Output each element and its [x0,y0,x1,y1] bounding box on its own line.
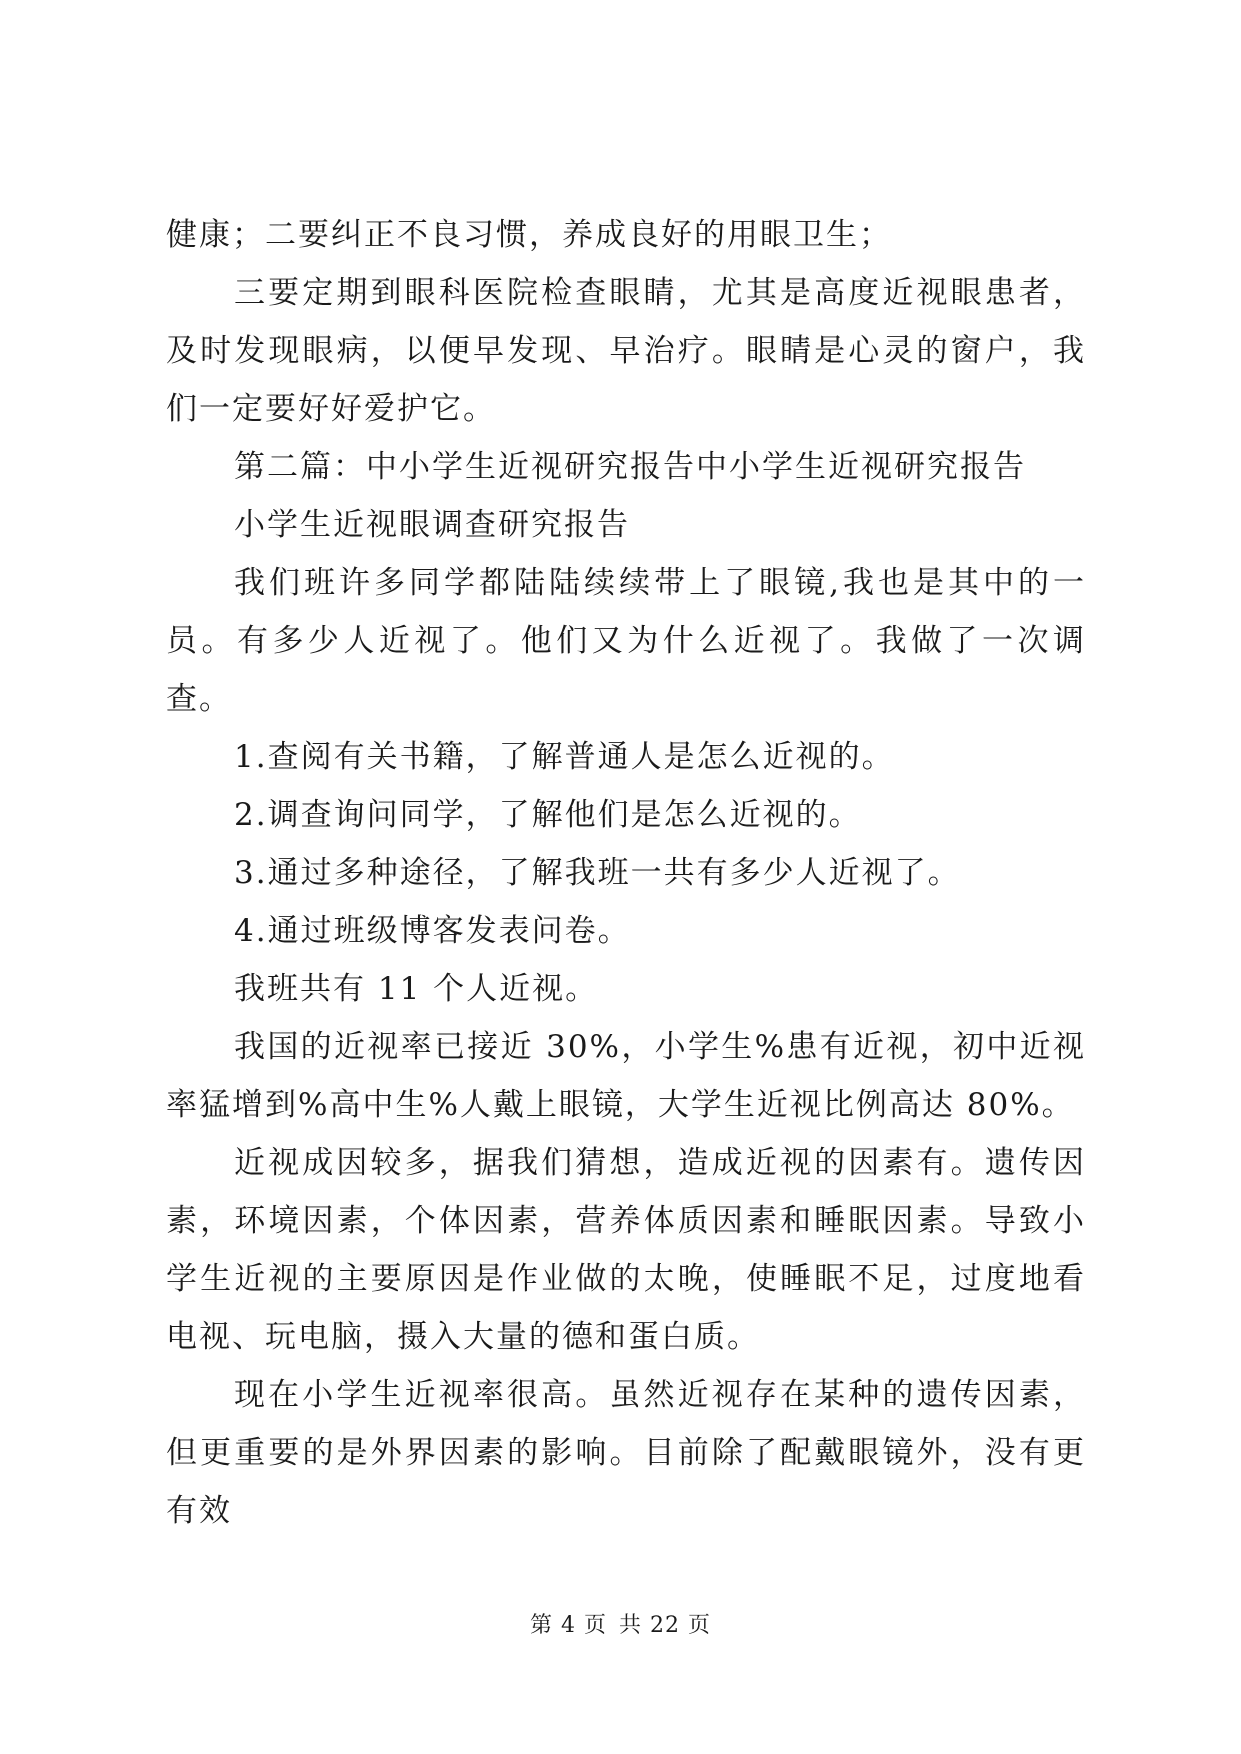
list-item: 4.通过班级博客发表问卷。 [234,913,631,949]
paragraph: 三要定期到眼科医院检查眼睛，尤其是高度近视眼患者，及时发现眼病，以便早发现、早治疗。眼睛是心灵的窗户，我们一定要好好爱护它。 [166,275,1086,427]
list-item: 3.通过多种途径，了解我班一共有多少人近视了。 [234,855,961,891]
page-total: 共 22 页 [619,1613,711,1638]
document-body [166,206,1086,1540]
paragraph: 健康；二要纠正不良习惯，养成良好的用眼卫生； [166,217,892,253]
paragraph: 我国的近视率已接近 30%，小学生%患有近视，初中近视率猛增到%高中生%人戴上眼镜，大学生近视比例高达 80%。 [166,1029,1086,1123]
section-heading: 第二篇：中小学生近视研究报告中小学生近视研究报告 [234,449,1026,485]
page-footer [0,1608,1241,1639]
list-item: 1.查阅有关书籍，了解普通人是怎么近视的。 [234,739,895,775]
paragraph: 现在小学生近视率很高。虽然近视存在某种的遗传因素，但更重要的是外界因素的影响。目前除了配戴眼镜外，没有更有效 [166,1377,1086,1529]
paragraph: 我班共有 11 个人近视。 [234,971,599,1007]
report-title: 小学生近视眼调查研究报告 [234,507,630,543]
paragraph: 我们班许多同学都陆陆续续带上了眼镜,我也是其中的一员。有多少人近视了。他们又为什么近视了。我做了一次调查。 [166,565,1086,717]
paragraph: 近视成因较多，据我们猜想，造成近视的因素有。遗传因素，环境因素，个体因素，营养体质因素和睡眠因素。导致小学生近视的主要原因是作业做的太晚，使睡眠不足，过度地看电视、玩电脑，摄入大量的德和蛋白质。 [166,1145,1086,1355]
list-item: 2.调查询问同学，了解他们是怎么近视的。 [234,797,862,833]
page-number: 第 4 页 [530,1613,607,1638]
